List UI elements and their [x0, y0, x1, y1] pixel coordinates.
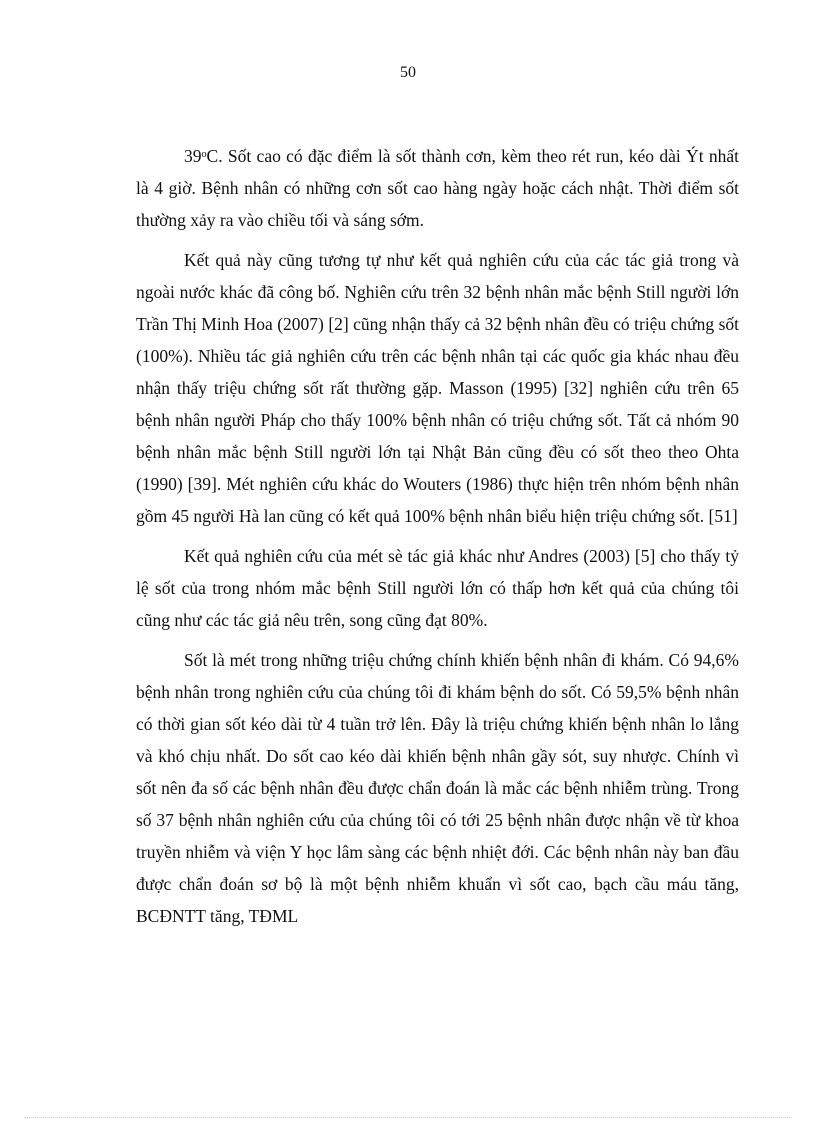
page-bottom-divider [24, 1117, 792, 1118]
paragraph-andres-study: Kết quả nghiên cứu của mét sè tác giả khác như Andres (2003) [5] cho thấy tỷ lệ sốt của trong nhóm mắc bệnh Still người lớn có thấp hơn kết quả của chúng tôi cũng như các tác giả nêu trên, song cũng đạt 80%. [136, 546, 739, 630]
page-number: 50 [400, 64, 416, 81]
paragraph-fever-characteristics: 39ᵒC. Sốt cao có đặc điểm là sốt thành cơn, kèm theo rét run, kéo dài Ýt nhất là 4 giờ. Bệnh nhân có những cơn sốt cao hàng ngày hoặc cách nhật. Thời điểm sốt thường xảy ra vào chiều tối và sáng sớm. [136, 146, 739, 230]
paragraph-comparison-studies: Kết quả này cũng tương tự như kết quả nghiên cứu của các tác giả trong và ngoài nước khác đã công bố. Nghiên cứu trên 32 bệnh nhân mắc bệnh Still người lớn Trần Thị Minh Hoa (2007) [2] cũng nhận thấy cả 32 bệnh nhân đều có triệu chứng sốt (100%). Nhiều tác giả nghiên cứu trên các bệnh nhân tại các quốc gia khác nhau đều nhận thấy triệu chứng sốt rất thường gặp. Masson (1995) [32] nghiên cứu trên 65 bệnh nhân người Pháp cho thấy 100% bệnh nhân có triệu chứng sốt. Tất cả nhóm 90 bệnh nhân mắc bệnh Still người lớn tại Nhật Bản cũng đều có sốt theo theo Ohta (1990) [39]. Mét nghiên cứu khác do Wouters (1986) thực hiện trên nhóm bệnh nhân gồm 45 người Hà lan cũng có kết quả 100% bệnh nhân biểu hiện triệu chứng sốt. [51] [136, 250, 739, 526]
paragraph-fever-main-symptom: Sốt là mét trong những triệu chứng chính khiến bệnh nhân đi khám. Có 94,6% bệnh nhân trong nghiên cứu của chúng tôi đi khám bệnh do sốt. Có 59,5% bệnh nhân có thời gian sốt kéo dài từ 4 tuần trở lên. Đây là triệu chứng khiến bệnh nhân lo lắng và khó chịu nhất. Do sốt cao kéo dài khiến bệnh nhân gầy sót, suy nhược. Chính vì sốt nên đa số các bệnh nhân đều được chẩn đoán là mắc các bệnh nhiễm trùng. Trong số 37 bệnh nhân nghiên cứu của chúng tôi có tới 25 bệnh nhân được nhận về từ khoa truyền nhiễm và viện Y học lâm sàng các bệnh nhiệt đới. Các bệnh nhân này ban đầu được chẩn đoán sơ bộ là một bệnh nhiễm khuẩn vì sốt cao, bạch cầu máu tăng, BCĐNTT tăng, TĐML [136, 650, 739, 926]
body-text [136, 140, 739, 940]
